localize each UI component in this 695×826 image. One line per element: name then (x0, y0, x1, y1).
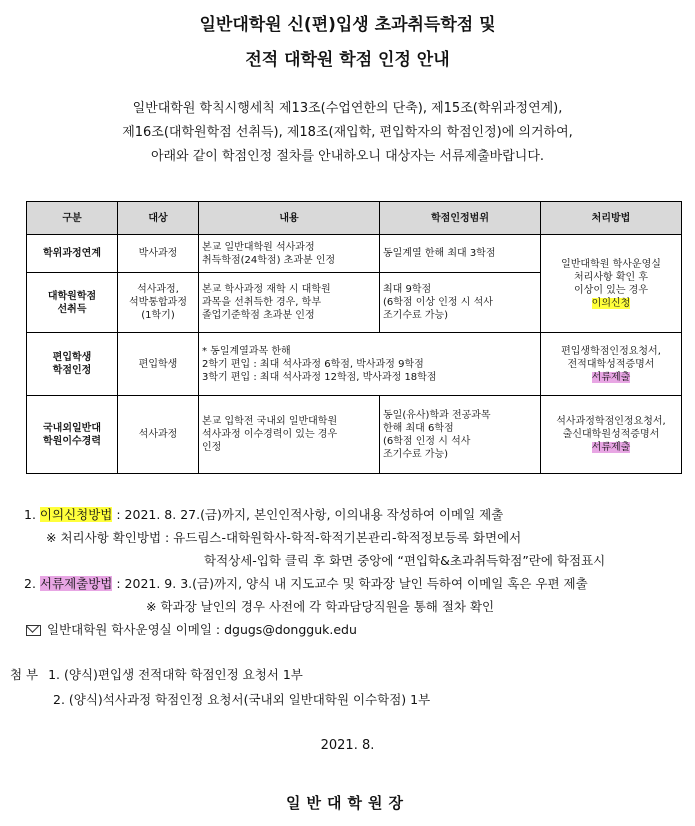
header-content: 내용 (199, 202, 380, 235)
row-content: 본교 입학전 국내외 일반대학원 석사과정 이수경력이 있는 경우 인정 (199, 396, 380, 474)
contact-line (26, 620, 357, 638)
note-text: : 2021. 9. 3.(금)까지, 양식 내 지도교수 및 학과장 날인 득하여 이메일 혹은 우편 제출 (112, 576, 588, 591)
note-number: 1. (24, 507, 36, 522)
note-objection (24, 505, 503, 523)
row-range: 동일(유사)학과 전공과목 한해 최대 6학점 (6학점 인정 시 석사 조기수료 가능) (380, 396, 541, 474)
row-process-merged (541, 235, 682, 333)
row-category: 국내외일반대 학원이수경력 (27, 396, 118, 474)
submission-highlight: 서류제출 (591, 371, 631, 383)
attachment-label: 첨 부 (10, 667, 39, 682)
objection-method-label: 이의신청방법 (39, 507, 113, 522)
row-category: 편입학생 학점인정 (27, 333, 118, 396)
table-row (27, 235, 682, 273)
row-target: 석사과정 (118, 396, 199, 474)
credit-recognition-table (26, 201, 682, 474)
note-text: : 2021. 8. 27.(금)까지, 본인인적사항, 이의내용 작성하여 이메일 제출 (112, 507, 504, 522)
row-process (541, 333, 682, 396)
document-title-line1: 일반대학원 신(편)입생 초과취득학점 및 (199, 15, 496, 35)
document-date: 2021. 8. (320, 738, 375, 753)
table-row (27, 396, 682, 474)
note-sub: ※ 학과장 날인의 경우 사전에 각 학과담당직원을 통해 절차 확인 (146, 599, 495, 614)
row-process (541, 396, 682, 474)
header-range: 학점인정범위 (380, 202, 541, 235)
intro-line: 제16조(대학원학점 선취득), 제18조(재입학, 편입학자의 학점인정)에 의거하여, (122, 125, 573, 140)
mail-icon (26, 625, 41, 636)
objection-highlight: 이의신청 (591, 297, 631, 309)
contact-email[interactable]: 일반대학원 학사운영실 이메일 : dgugs@dongguk.edu (47, 622, 357, 637)
note-sub: ※ 처리사항 확인방법 : 유드림스-대학원학사-학적-학적기본관리-학적정보등록 화면에서 (46, 530, 522, 545)
row-range: 동일계열 한해 최대 3학점 (380, 235, 541, 273)
attachment-item: 2. (양식)석사과정 학점인정 요청서(국내외 일반대학원 이수학점) 1부 (53, 692, 431, 707)
table-row (27, 333, 682, 396)
table-header-row (27, 202, 682, 235)
intro-line: 일반대학원 학칙시행세칙 제13조(수업연한의 단축), 제15조(학위과정연계), (132, 101, 563, 116)
row-range: 최대 9학점 (6학점 이상 인정 시 석사 조기수료 가능) (380, 273, 541, 333)
submission-highlight: 서류제출 (591, 442, 631, 453)
process-text: 편입생학점인정요청서, 전적대학성적증명서 (561, 345, 661, 370)
note-submission (24, 574, 588, 592)
note-sub: 학적상세-입학 클릭 후 화면 중앙에 “편입학&초과취득학점”란에 학점표시 (204, 553, 606, 568)
row-category: 학위과정연계 (27, 235, 118, 273)
process-text: 일반대학원 학사운영실 처리사항 확인 후 이상이 있는 경우 (561, 258, 661, 296)
row-content: 본교 일반대학원 석사과정 취득학점(24학점) 초과분 인정 (199, 235, 380, 273)
issuer-signature: 일반대학원장 (286, 794, 409, 812)
row-target: 박사과정 (118, 235, 199, 273)
process-text: 석사과정학점인정요청서, 출신대학원성적증명서 (556, 416, 666, 440)
note-number: 2. (24, 576, 36, 591)
submission-method-label: 서류제출방법 (39, 576, 113, 591)
header-target: 대상 (118, 202, 199, 235)
intro-paragraph (0, 97, 695, 169)
attachment-line-1 (10, 665, 303, 683)
row-content: * 동일계열과목 한해 2학기 편입 : 최대 석사과정 6학점, 박사과정 9학점 3학기 편입 : 최대 석사과정 12학점, 박사과정 18학점 (199, 333, 541, 396)
row-category: 대학원학점 선취득 (27, 273, 118, 333)
intro-line: 아래와 같이 학점인정 절차를 안내하오니 대상자는 서류제출바랍니다. (150, 149, 545, 164)
row-target: 석사과정, 석박통합과정 (1학기) (118, 273, 199, 333)
row-content: 본교 학사과정 재학 시 대학원 과목을 선취득한 경우, 학부 졸업기준학점 초과분 인정 (199, 273, 380, 333)
header-process: 처리방법 (541, 202, 682, 235)
document-title-line2: 전적 대학원 학점 인정 안내 (245, 50, 450, 70)
attachment-item: 1. (양식)편입생 전적대학 학점인정 요청서 1부 (48, 667, 303, 682)
row-target: 편입학생 (118, 333, 199, 396)
header-category: 구분 (27, 202, 118, 235)
